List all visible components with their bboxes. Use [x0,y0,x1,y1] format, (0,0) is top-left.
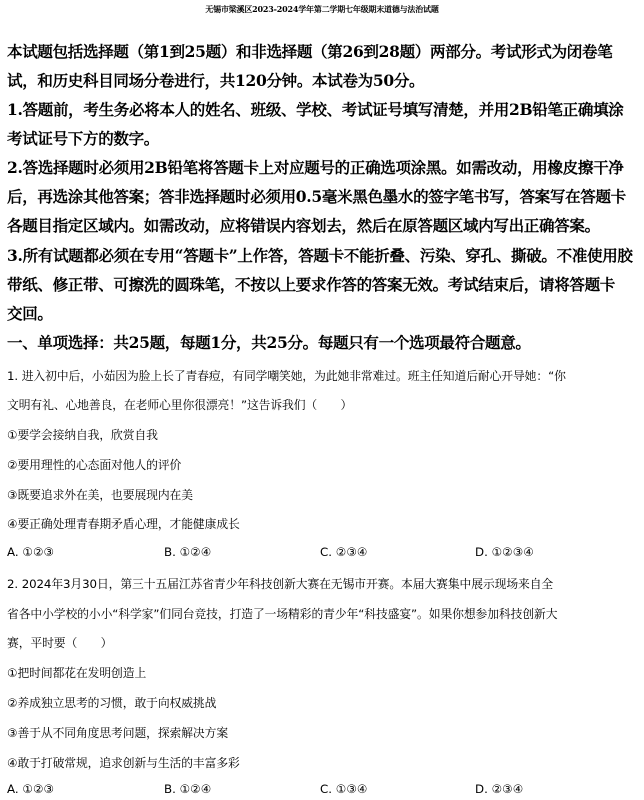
exam-title: 无锡市梁溪区2023-2024学年第二学期七年级期末道德与法治试题 [205,4,439,14]
question-item: ③善于从不同角度思考问题，探索解决方案 [7,726,229,740]
question-stem-line: 1. 进入初中后，小茹因为脸上长了青春痘，有同学嘲笑她，为此她非常难过。班主任知道后耐心开导她：“你 [7,369,566,383]
question-item: ②要用理性的心态面对他人的评价 [7,458,182,472]
option-d: D. ①②③④ [475,545,534,559]
question-item: ③既要追求外在美，也要展现内在美 [7,488,193,502]
instruction-line: 带纸、修正带、可擦洗的圆珠笔，不按以上要求作答的答案无效。考试结束后，请将答题卡 [7,275,616,294]
option-b: B. ①②④ [164,782,212,796]
question-item: ①把时间都花在发明创造上 [7,666,147,680]
instruction-line: 3.所有试题都必须在专用“答题卡”上作答，答题卡不能折叠、污染、穿孔、撕破。不准使用胶 [7,246,633,265]
instruction-line: 交回。 [7,304,53,323]
question-item: ④敢于打破常规，追求创新与生活的丰富多彩 [7,756,240,770]
instruction-line: 试，和历史科目同场分卷进行，共120分钟。本试卷为50分。 [7,71,425,90]
option-a: A. ①②③ [7,782,55,796]
instruction-line: 1.答题前，考生务必将本人的姓名、班级、学校、考试证号填写清楚，并用2B铅笔正确填涂 [7,100,624,119]
question-item: ①要学会接纳自我，欣赏自我 [7,428,158,442]
section-heading: 一、单项选择：共25题，每题1分，共25分。每题只有一个选项最符合题意。 [7,333,531,352]
question-stem-line: 省各中小学校的小小“科学家”们同台竞技，打造了一场精彩的青少年“科技盛宴”。如果你想参加科技创新大 [7,607,558,621]
answer-options [7,782,637,800]
answer-options [7,545,637,563]
option-d: D. ②③④ [475,782,524,796]
instruction-line: 2.答选择题时必须用2B铅笔将答题卡上对应题号的正确选项涂黑。如需改动，用橡皮擦干净 [7,158,624,177]
question-item: ④要正确处理青春期矛盾心理，才能健康成长 [7,517,240,531]
question-item: ②养成独立思考的习惯，敢于向权威挑战 [7,696,217,710]
question-stem-line: 2. 2024年3月30日，第三十五届江苏省青少年科技创新大赛在无锡市开赛。本届大赛集中展示现场来自全 [7,577,554,591]
option-c: C. ①③④ [320,782,368,796]
instruction-line: 考试证号下方的数字。 [7,129,160,148]
option-c: C. ②③④ [320,545,368,559]
instruction-line: 本试题包括选择题（第1到25题）和非选择题（第26到28题）两部分。考试形式为闭卷笔 [7,42,613,61]
option-a: A. ①②③ [7,545,55,559]
instruction-line: 各题目指定区域内。如需改动，应将错误内容划去，然后在原答题区域内写出正确答案。 [7,216,600,235]
question-stem-line: 文明有礼、心地善良，在老师心里你很漂亮！”这告诉我们（ ） [7,398,353,412]
instruction-line: 后，再选涂其他答案；答非选择题时必须用0.5毫米黑色墨水的签字笔书写，答案写在答题卡 [7,187,626,206]
question-stem-line: 赛，平时要（ ） [7,636,113,650]
option-b: B. ①②④ [164,545,212,559]
